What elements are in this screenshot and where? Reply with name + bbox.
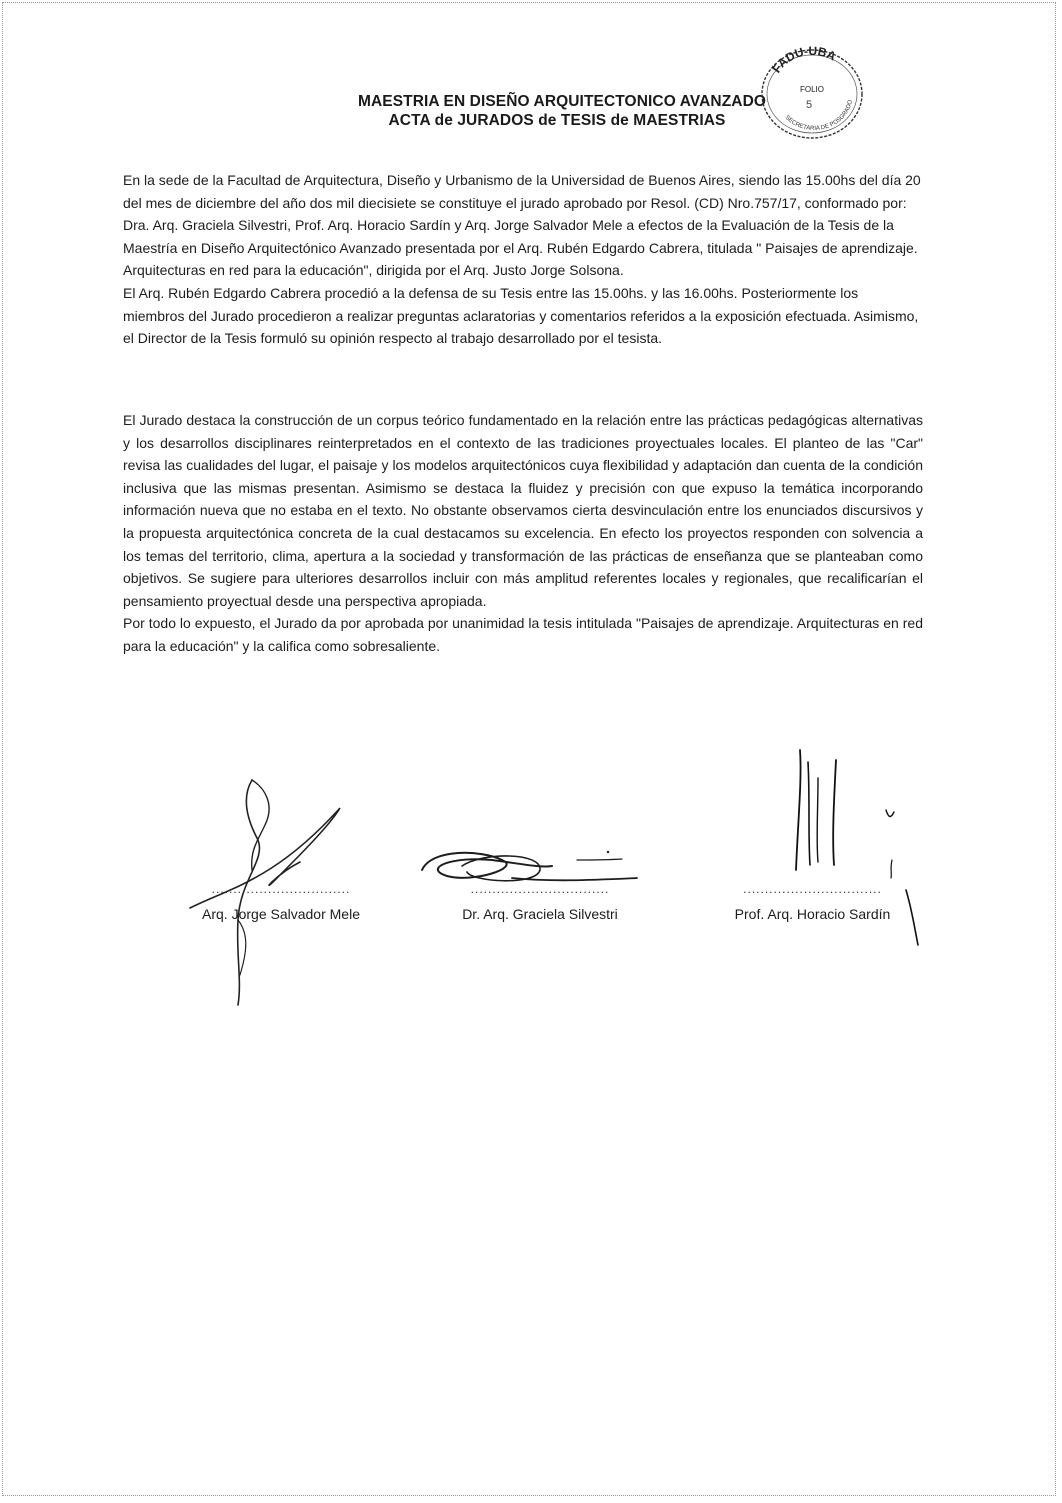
signatory-name: Arq. Jorge Salvador Mele (202, 906, 360, 922)
paragraph-constitution: En la sede de la Facultad de Arquitectura, Diseño y Urbanismo de la Universidad de Buenos Aires, siendo las 15.00hs del día 20 del mes de diciembre del año dos mil diecisiete se constituye el jurado aprobado por Resol. (CD) Nro.757/17, conformado por: Dra. Arq. Graciela Silvestri, Prof. Arq. Horacio Sardín y Arq. Jorge Salvador Mele a efectos de la Evaluación de la Tesis de la Maestría en Diseño Arquitectónico Avanzado presentada por el Arq. Rubén Edgardo Cabrera, titulada " Paisajes de aprendizaje. Arquitecturas en red para la educación", dirigida por el Arq. Justo Jorge Solsona. (123, 172, 921, 279)
stamp-folio-label: FOLIO (800, 85, 825, 94)
signatory-sardin (715, 882, 910, 922)
document-header (0, 92, 1062, 130)
signature-line: ................................ (470, 882, 610, 896)
signature-line: ................................ (743, 882, 882, 896)
signatory-mele (186, 882, 376, 922)
paragraph-verdict: Por todo lo expuesto, el Jurado da por aprobada por unanimidad la tesis intitulada "Paisajes de aprendizaje. Arquitecturas en red para la educación" y la califica como sobresaliente. (123, 615, 923, 654)
paragraph-defense: El Arq. Rubén Edgardo Cabrera procedió a la defensa de su Tesis entre las 15.00hs. y las 16.00hs. Posteriormente los miembros del Jurado procedieron a realizar preguntas aclaratorias y comentarios referidos a la exposición efectuada. Asimismo, el Director de la Tesis formuló su opinión respecto al trabajo desarrollado por el tesista. (123, 284, 919, 347)
stamp-ring-text: FADU-UBA (769, 43, 839, 76)
signatory-name: Prof. Arq. Horacio Sardín (734, 906, 891, 922)
svg-text:SECRETARIA DE POSGRADO (784, 99, 854, 132)
stamp-folio-number: 5 (806, 99, 813, 111)
signature-line: ................................ (211, 882, 351, 896)
faculty-stamp (756, 42, 868, 142)
signatory-name: Dr. Arq. Graciela Silvestri (462, 906, 618, 922)
intro-paragraphs (123, 169, 923, 350)
svg-text:FADU-UBA (769, 44, 838, 76)
signatory-silvestri (440, 882, 640, 922)
evaluation-paragraphs (123, 409, 923, 658)
stamp-bottom-text: SECRETARIA DE POSGRADO (783, 99, 854, 132)
document-title: MAESTRIA EN DISEÑO ARQUITECTONICO AVANZADO (357, 93, 767, 110)
document-subtitle: ACTA de JURADOS de TESIS de MAESTRIAS (388, 112, 726, 129)
paragraph-evaluation: El Jurado destaca la construcción de un corpus teórico fundamentado en la relación entre las prácticas pedagógicas alternativas y los desarrollos disciplinares reinterpretados en el contexto de las tradiciones proyectuales locales. El planteo de las "Car" revisa las cualidades del lugar, el paisaje y los modelos arquitectónicos cuya flexibilidad y adaptación dan cuenta de la condición inclusiva que las mismas presentan. Asimismo se destaca la fluidez y precisión con que expuso la temática incorporando información nueva que no estaba en el texto. No obstante observamos cierta desvinculación entre los enunciados discursivos y la propuesta arquitectónica concreta de la cual destacamos su excelencia. En efecto los proyectos responden con solvencia a los temas del territorio, clima, apertura a la sociedad y transformación de las prácticas de enseñanza que se planteaban como objetivos. Se sugiere para ulteriores desarrollos incluir con más amplitud referentes locales y regionales, que recalificarían el pensamiento proyectual desde una perspectiva apropiada. (123, 412, 923, 609)
